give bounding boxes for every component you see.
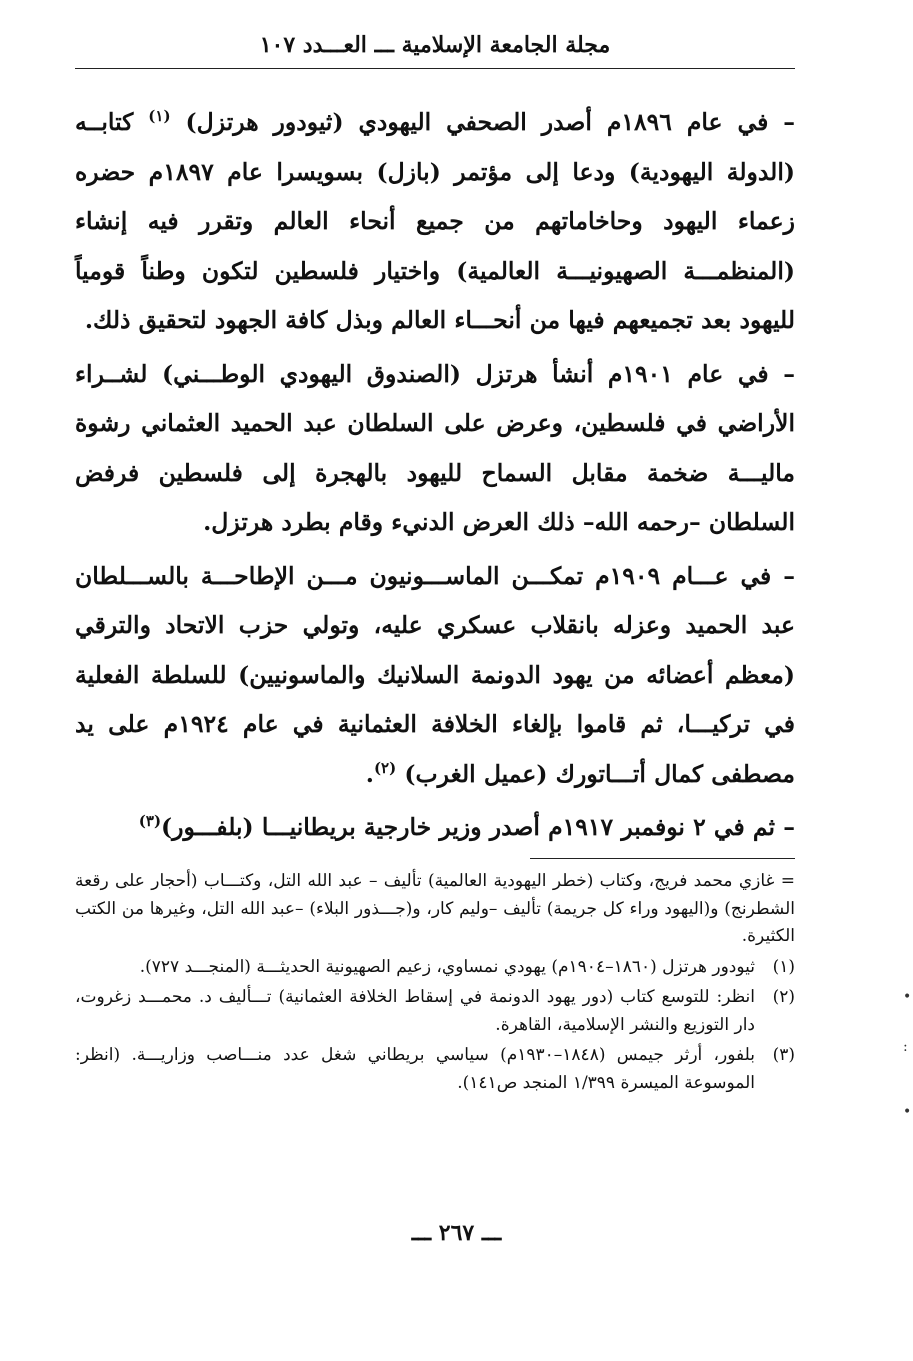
paragraph-text-rest: .	[365, 759, 374, 788]
running-header: مجلة الجامعة الإسلامية ـــ العـــدد ١٠٧	[259, 32, 611, 58]
footnote-ref-3: (٣)	[138, 812, 162, 831]
paragraph-1901	[75, 350, 795, 548]
scan-speck: •	[903, 1104, 912, 1120]
paragraph-1896	[75, 98, 795, 346]
footnote-mark: (٣)	[772, 1045, 795, 1065]
footnote-continuation: = غازي محمد فريج، وكتاب (خطر اليهودية العالمية) تأليف – عبد الله التل، وكتـــاب (أحجار على رقعة الشطرنج) و(اليهود وراء كل جريمة) تأليف –وليم كار، و(جـــذور البلاء) –عبد الله التل، وغيرها من الكتب الكثيرة.	[75, 871, 795, 946]
footnote-1	[75, 954, 795, 982]
scan-speck: :	[903, 1039, 908, 1055]
footnote-3	[75, 1042, 795, 1097]
footnote-text: ثيودور هرتزل (١٨٦٠–١٩٠٤م) يهودي نمساوي، زعيم الصهيونية الحديثـــة (المنجـــد ٧٢٧).	[139, 956, 755, 977]
paragraph-text-rest: كتابــه (الدولة اليهودية) ودعا إلى مؤتمر (بازل) بسويسرا عام ١٨٩٧م حضره زعماء اليهود وحاخاماتهم من جميع أنحاء العالم وتقرر فيه إنشاء (المنظمـــة الصهيونيـــة العالمية) واختيار فلسطين لتكون وطناً قومياً لليهود بعد تجميعهم فيها من أنحـــاء العالم وبذل كافة الجهود لتحقيق ذلك.	[75, 108, 795, 334]
footnote-2	[75, 984, 795, 1039]
footnote-text: بلفور، أرثر جيمس (١٨٤٨–١٩٣٠م) سياسي بريطاني شغل عدد منـــاصب وزاريـــة. (انظر: الموسوعة الميسرة ١/٣٩٩ المنجد ص١٤١).	[75, 1045, 755, 1093]
header-rule	[75, 68, 795, 69]
scan-speck: •	[903, 989, 912, 1005]
paragraph-text: – ثم في ٢ نوفمبر ١٩١٧م أصدر وزير خارجية بريطانيـــا (بلفـــور)	[161, 813, 795, 841]
footnote-rule	[530, 858, 795, 859]
main-text	[75, 98, 795, 853]
page-number: ـــ ٢٦٧ ـــ	[411, 1220, 502, 1246]
footnote-mark: (١)	[772, 956, 795, 977]
footnotes	[75, 868, 795, 1097]
footnote-ref-1: (١)	[148, 107, 171, 126]
paragraph-text: – في عـــام ١٩٠٩م تمكـــن الماســـونيون مـــن الإطاحـــة بالســـلطان عبد الحميد وعزله بانقلاب عسكري عليه، وتولي حزب الاتحاد والترقي (معظم أعضائه من يهود الدونمة السلانيك والماسونيين) للسلطة الفعلية في تركيـــا، ثم قاموا بإلغاء الخلافة العثمانية في عام ١٩٢٤م على يد مصطفى كمال أتـــاتورك (عميل الغرب)	[75, 561, 795, 788]
paragraph-text: – في عام ١٩٠١م أنشأ هرتزل (الصندوق اليهودي الوطـــني) لشــراء الأراضي في فلسطين، وعرض على السلطان عبد الحميد العثماني رشوة ماليـــة ضخمة مقابل السماح لليهود بالهجرة إلى فلسطين فرفض السلطان –رحمه الله– ذلك العرض الدنيء وقام بطرد هرتزل.	[75, 359, 795, 536]
paragraph-1909	[75, 552, 795, 800]
paragraph-1917	[75, 803, 795, 853]
footnote-ref-2: (٢)	[373, 758, 397, 777]
footnote-text: انظر: للتوسع كتاب (دور يهود الدونمة في إسقاط الخلافة العثمانية) تـــأليف د. محمـــد زغروت، دار التوزيع والنشر الإسلامية، القاهرة.	[75, 987, 755, 1035]
footnote-mark: (٢)	[772, 987, 795, 1007]
paragraph-text: – في عام ١٨٩٦م أصدر الصحفي اليهودي (ثيودور هرتزل)	[185, 108, 796, 136]
